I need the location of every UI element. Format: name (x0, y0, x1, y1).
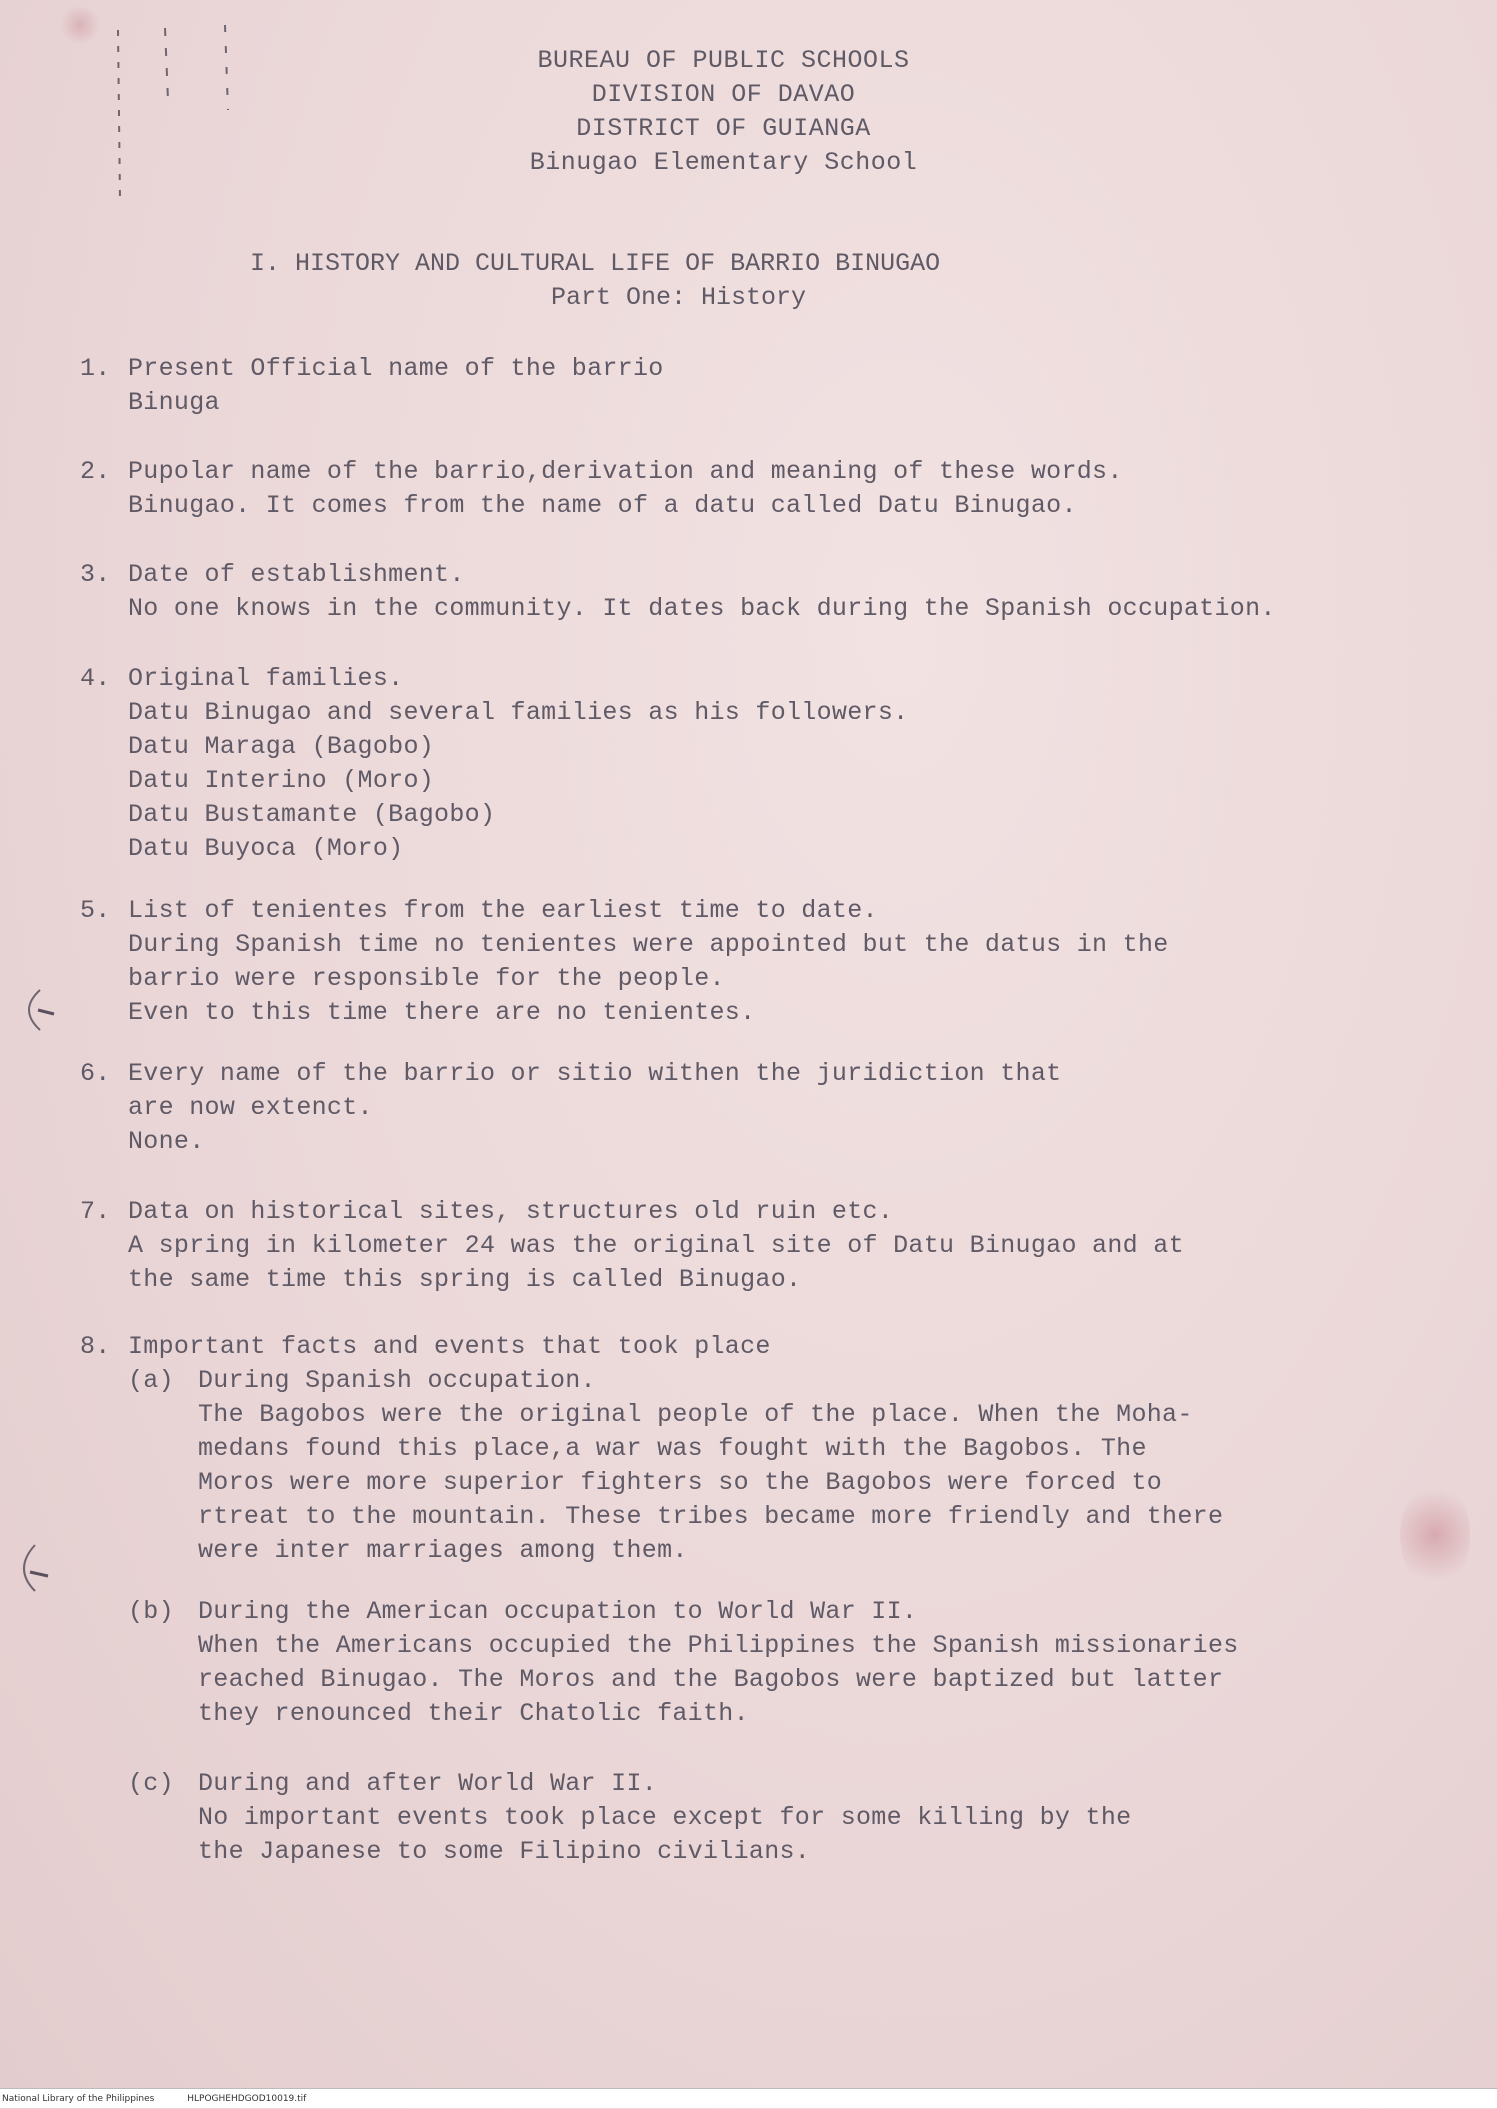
item-8b (80, 1595, 1420, 1731)
district-line: DISTRICT OF GUIANGA (576, 114, 871, 143)
sub-item-text: Moros were more superior fighters so the Bagobos were forced to (198, 1468, 1163, 1497)
item-number: 5. (80, 896, 111, 925)
item-8c (80, 1767, 1420, 1869)
footer-filename: HLPOGHEHDGOD10019.tif (187, 2094, 307, 2104)
division-line: DIVISION OF DAVAO (591, 80, 856, 109)
school-name: Binugao Elementary School (529, 148, 918, 177)
item-answer: Binuga (128, 388, 220, 417)
item-number: 3. (80, 560, 111, 589)
school-header (0, 44, 1497, 180)
sub-item-label: (a) (128, 1366, 174, 1395)
item-8 (80, 1330, 1420, 1568)
item-answer: No one knows in the community. It dates back during the Spanish occupation. (128, 594, 1276, 623)
item-answer: During Spanish time no tenientes were appointed but the datus in the (128, 930, 1169, 959)
item-number: 7. (80, 1197, 111, 1226)
sub-item-text: reached Binugao. The Moros and the Bagobos were baptized but latter (198, 1665, 1224, 1694)
footer-source: National Library of the Philippines (2, 2094, 155, 2104)
item-answer: the same time this spring is called Binugao. (128, 1265, 802, 1294)
item-number: 1. (80, 354, 111, 383)
family-entry: Datu Maraga (Bagobo) (128, 732, 435, 761)
item-question: Important facts and events that took place (128, 1332, 771, 1361)
item-answer: Binugao. It comes from the name of a datu called Datu Binugao. (128, 491, 1077, 520)
item-question: are now extenct. (128, 1093, 373, 1122)
item-1 (80, 352, 1420, 420)
item-question: Data on historical sites, structures old ruin etc. (128, 1197, 894, 1226)
item-6 (80, 1057, 1420, 1159)
item-5 (80, 894, 1420, 1030)
family-entry: Datu Bustamante (Bagobo) (128, 800, 496, 829)
item-answer: Even to this time there are no tenientes. (128, 998, 756, 1027)
item-answer: Datu Binugao and several families as his followers. (128, 698, 909, 727)
item-number: 8. (80, 1332, 111, 1361)
sub-item-text: rtreat to the mountain. These tribes became more friendly and there (198, 1502, 1224, 1531)
sub-item-label: (c) (128, 1769, 174, 1798)
family-entry: Datu Buyoca (Moro) (128, 834, 404, 863)
sub-item-heading: During the American occupation to World War II. (198, 1597, 918, 1626)
sub-item-heading: During Spanish occupation. (198, 1366, 596, 1395)
item-question: Original families. (128, 664, 404, 693)
item-7 (80, 1195, 1420, 1297)
sub-item-text: The Bagobos were the original people of the place. When the Moha- (198, 1400, 1193, 1429)
sub-item-text: they renounced their Chatolic faith. (198, 1699, 749, 1728)
scan-footer (0, 2088, 1497, 2108)
sub-item-text: were inter marriages among them. (198, 1536, 688, 1565)
sub-item-label: (b) (128, 1597, 174, 1626)
section-title: I. HISTORY AND CULTURAL LIFE OF BARRIO BINUGAO (250, 249, 941, 278)
item-number: 2. (80, 457, 111, 486)
item-2 (80, 455, 1420, 523)
bureau-line: BUREAU OF PUBLIC SCHOOLS (537, 46, 910, 75)
item-question: Pupolar name of the barrio,derivation and meaning of these words. (128, 457, 1123, 486)
family-entry: Datu Interino (Moro) (128, 766, 435, 795)
item-answer: A spring in kilometer 24 was the original site of Datu Binugao and at (128, 1231, 1184, 1260)
item-number: 6. (80, 1059, 111, 1088)
item-number: 4. (80, 664, 111, 693)
item-question: List of tenientes from the earliest time to date. (128, 896, 878, 925)
sub-item-text: No important events took place except for some killing by the (198, 1803, 1132, 1832)
sub-item-text: the Japanese to some Filipino civilians. (198, 1837, 811, 1866)
sub-item-heading: During and after World War II. (198, 1769, 658, 1798)
item-answer: None. (128, 1127, 205, 1156)
item-question: Date of establishment. (128, 560, 465, 589)
part-title: Part One: History (551, 283, 807, 312)
sub-item-text: medans found this place,a war was fought with the Bagobos. The (198, 1434, 1147, 1463)
item-question: Every name of the barrio or sitio withen the juridiction that (128, 1059, 1062, 1088)
item-4 (80, 662, 1420, 866)
sub-item-text: When the Americans occupied the Philippines the Spanish missionaries (198, 1631, 1239, 1660)
item-question: Present Official name of the barrio (128, 354, 664, 383)
item-3 (80, 558, 1420, 626)
item-answer: barrio were responsible for the people. (128, 964, 725, 993)
